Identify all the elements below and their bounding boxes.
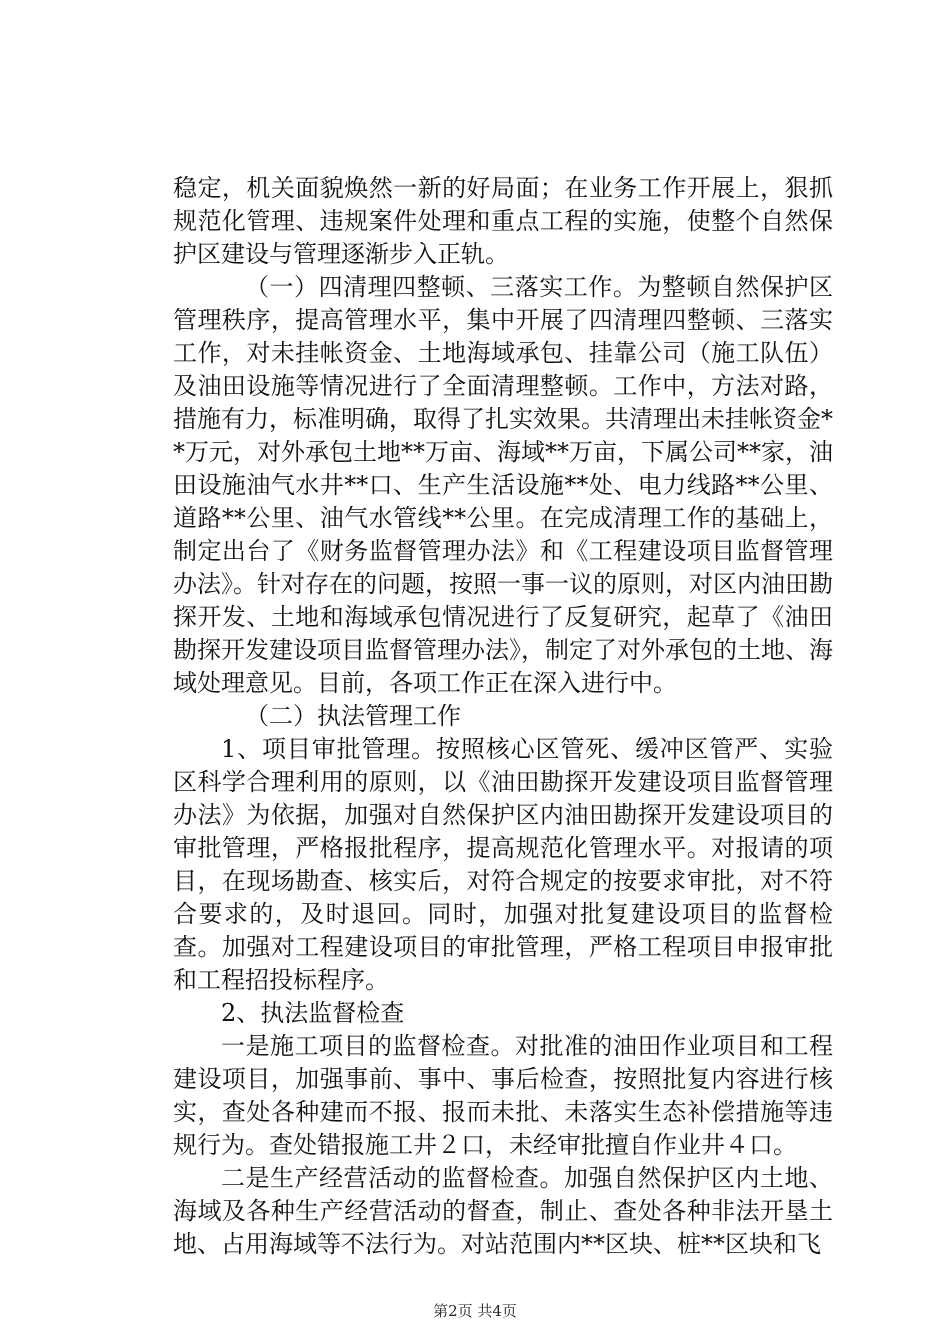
paragraph-4: 一是施工项目的监督检查。对批准的油田作业项目和工程建设项目，加强事前、事中、事后检查，按照批复内容进行核实，查处各种建而不报、报而未批、未落实生态补偿措施等违规行为。查处错报施工井２口，未经审批擅自作业井４口。 <box>173 1032 833 1159</box>
paragraph-5: 二是生产经营活动的监督检查。加强自然保护区内土地、海域及各种生产经营活动的督查，制止、查处各种非法开垦土地、占用海域等不法行为。对站范围内**区块、桩**区块和飞 <box>173 1164 833 1258</box>
document-body <box>173 172 833 1261</box>
paragraph-1: 稳定，机关面貌焕然一新的好局面；在业务工作开展上，狠抓规范化管理、违规案件处理和重点工程的实施，使整个自然保护区建设与管理逐渐步入正轨。 <box>173 174 833 268</box>
section-heading-2: （二）执法管理工作 <box>245 702 461 730</box>
page-number: 第2页 共4页 <box>433 1302 517 1320</box>
paragraph-3: 1、项目审批管理。按照核心区管死、缓冲区管严、实验区科学合理利用的原则，以《油田勘探开发建设项目监督管理办法》为依据，加强对自然保护区内油田勘探开发建设项目的审批管理，严格报批程序，提高规范化管理水平。对报请的项目，在现场勘查、核实后，对符合规定的按要求审批，对不符合要求的，及时退回。同时，加强对批复建设项目的监督检查。加强对工程建设项目的审批管理，严格工程项目申报审批和工程招投标程序。 <box>173 735 833 994</box>
subheading-2: 2、执法监督检查 <box>221 999 405 1027</box>
paragraph-2: （一）四清理四整顿、三落实工作。为整顿自然保护区管理秩序，提高管理水平，集中开展了四清理四整顿、三落实工作，对未挂帐资金、土地海域承包、挂靠公司（施工队伍）及油田设施等情况进行了全面清理整顿。工作中，方法对路，措施有力，标准明确，取得了扎实效果。共清理出未挂帐资金**万元，对外承包土地**万亩、海域**万亩，下属公司**家，油田设施油气水井**口、生产生活设施**处、电力线路**公里、道路**公里、油气水管线**公里。在完成清理工作的基础上，制定出台了《财务监督管理办法》和《工程建设项目监督管理办法》。针对存在的问题，按照一事一议的原则，对区内油田勘探开发、土地和海域承包情况进行了反复研究，起草了《油田勘探开发建设项目监督管理办法》，制定了对外承包的土地、海域处理意见。目前，各项工作正在深入进行中。 <box>173 273 833 697</box>
page-footer <box>0 1300 950 1321</box>
